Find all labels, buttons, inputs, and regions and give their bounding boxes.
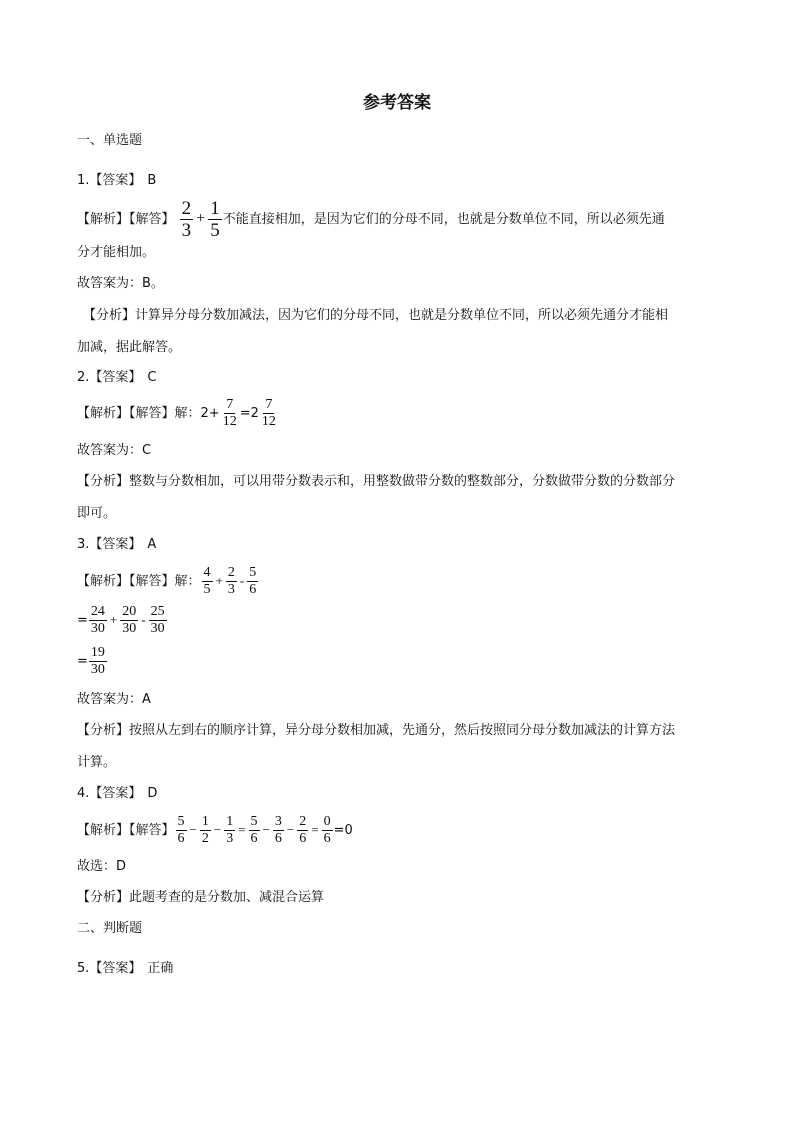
q2-lead: 2+ [200, 406, 220, 421]
section-heading-true-false: 二、判断题 [77, 921, 143, 936]
q3-step-2-equals: = [77, 613, 88, 628]
q4-answer-value: D [147, 786, 158, 801]
q3-conclusion: 故答案为：A [77, 692, 151, 707]
q1-solution-text: 不能直接相加，是因为它们的分母不同，也就是分数单位不同，所以必须先通 [222, 212, 665, 227]
q1-answer-value: B [147, 173, 157, 188]
q4-equals-2: = [311, 822, 319, 837]
q2-answer-label: 2.【答案】 [77, 370, 142, 385]
q4-fraction-4: $\frac{5}{6}$ [250, 814, 258, 846]
q4-minus-1: − [189, 822, 197, 837]
q3-minus-sign: - [239, 573, 245, 588]
q2-fraction-2: $\frac{7}{12}$ [261, 397, 276, 429]
q4-fraction-1: $\frac{5}{6}$ [177, 814, 185, 846]
q3-fraction-2: $\frac{2}{3}$ [227, 565, 235, 597]
q3-step-2-plus: + [109, 612, 118, 627]
q2-answer-line [77, 368, 156, 388]
q4-solution-line [77, 814, 353, 847]
q2-equals: =2 [239, 406, 259, 421]
q1-fraction-1: $\frac{2}{3}$ [181, 198, 192, 241]
q4-solution-label: 【解析】【解答】 [77, 823, 175, 838]
q4-minus-4: − [286, 822, 295, 837]
q4-conclusion: 故选：D [77, 859, 127, 874]
q4-fraction-2: $\frac{1}{2}$ [201, 814, 209, 846]
q4-fraction-3: $\frac{1}{3}$ [226, 814, 234, 846]
q3-answer-line [77, 535, 156, 555]
q2-analysis-2: 即可。 [77, 506, 117, 521]
q2-solution-line [77, 398, 279, 430]
q2-conclusion: 故答案为：C [77, 443, 152, 458]
q1-solution-line [77, 199, 665, 240]
q4-fraction-7: $\frac{0}{6}$ [323, 814, 331, 846]
q2-fraction-1: $\frac{7}{12}$ [222, 397, 237, 429]
q3-step-2-minus: - [141, 612, 146, 627]
q2-solution-label: 【解析】【解答】解： [77, 406, 201, 421]
q4-analysis: 【分析】此题考查的是分数加、减混合运算 [77, 890, 325, 905]
q3-step-3 [77, 646, 108, 678]
q3-answer-label: 3.【答案】 [77, 537, 142, 552]
q3-common-fraction-1: $\frac{24}{30}$ [90, 604, 105, 636]
q4-tail: =0 [333, 823, 353, 838]
q3-step-3-equals: = [77, 654, 88, 669]
q3-answer-value: A [147, 537, 157, 552]
q3-step-2 [77, 604, 168, 637]
q1-analysis-2: 加减，据此解答。 [77, 340, 182, 355]
q1-answer-line [77, 171, 156, 191]
q4-minus-2: − [213, 822, 222, 837]
q1-fraction-2: $\frac{1}{5}$ [210, 198, 220, 241]
q4-fraction-6: $\frac{2}{6}$ [299, 814, 307, 846]
q2-answer-value: C [147, 370, 157, 385]
q3-plus-sign: + [215, 573, 223, 588]
q4-answer-line [77, 784, 157, 804]
q2-analysis-1: 【分析】整数与分数相加，可以用带分数表示和，用整数做带分数的整数部分，分数做带分数的分数部分 [77, 474, 676, 489]
q1-solution-label: 【解析】【解答】 [77, 212, 175, 227]
q1-plus-sign: + [196, 210, 206, 227]
q5-answer-value: 正确 [147, 961, 174, 976]
q3-analysis-1: 【分析】按照从左到右的顺序计算，异分母分数相加减，先通分，然后按照同分母分数加减法的计算方法 [77, 723, 676, 738]
q1-solution-text-2: 分才能相加。 [77, 245, 156, 260]
q3-solution-line [77, 565, 259, 598]
q3-fraction-1: $\frac{4}{5}$ [203, 565, 211, 597]
q3-analysis-2: 计算。 [77, 755, 117, 770]
q3-common-fraction-2: $\frac{20}{30}$ [122, 604, 137, 636]
q3-fraction-3: $\frac{5}{6}$ [249, 565, 257, 597]
q1-answer-label: 1.【答案】 [77, 173, 142, 188]
q1-analysis-1: 【分析】计算异分母分数加减法，因为它们的分母不同，也就是分数单位不同，所以必须先通分才能相 [83, 308, 669, 323]
q4-minus-3: − [262, 822, 270, 837]
q3-result-fraction: $\frac{19}{30}$ [90, 645, 105, 677]
q4-answer-label: 4.【答案】 [77, 786, 142, 801]
q5-answer-label: 5.【答案】 [77, 961, 142, 976]
q3-common-fraction-3: $\frac{25}{30}$ [150, 604, 165, 636]
q5-answer-line [77, 959, 173, 979]
q1-conclusion: 故答案为：B。 [77, 276, 164, 291]
q4-equals-1: = [238, 822, 246, 837]
page-title: 参考答案 [363, 93, 431, 113]
q3-solution-label: 【解析】【解答】解： [77, 574, 201, 589]
section-heading-single-choice: 一、单选题 [77, 133, 143, 148]
q4-fraction-5: $\frac{3}{6}$ [274, 814, 282, 846]
